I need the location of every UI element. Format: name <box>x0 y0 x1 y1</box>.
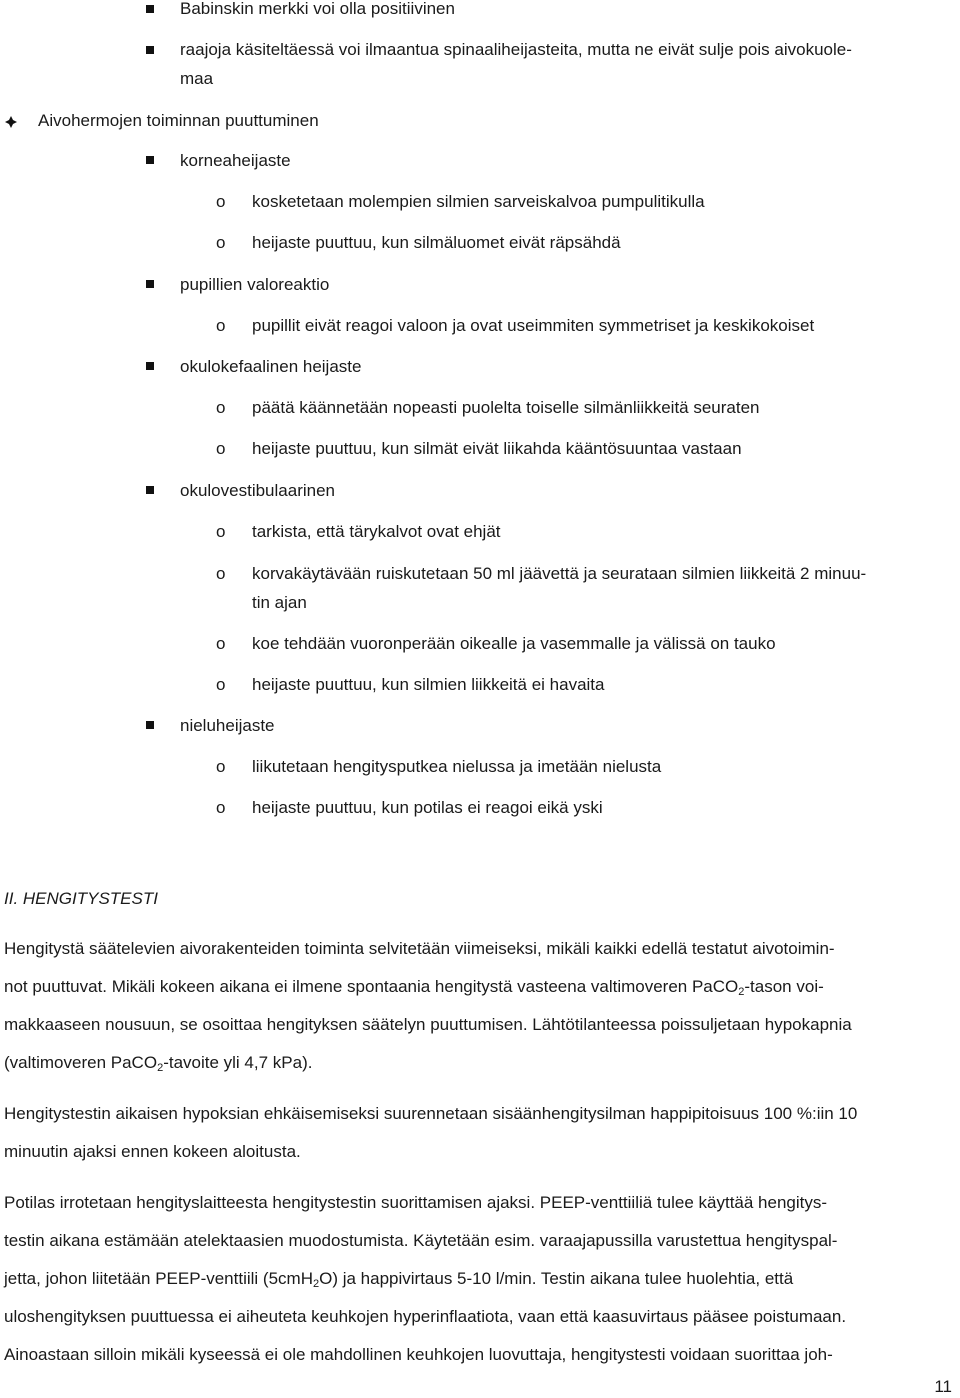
list-item-babinski: Babinskin merkki voi olla positiivinen <box>180 0 455 18</box>
list-item-nielu: nieluheijaste <box>180 716 275 735</box>
list-item-kornea-2: heijaste puuttuu, kun silmäluomet eivät räpsähdä <box>252 233 621 252</box>
subscript-2: 2 <box>312 1278 320 1290</box>
list-item-raajoja-cont: maa <box>180 69 214 88</box>
square-bullet-icon <box>146 486 154 494</box>
square-bullet-icon <box>146 156 154 164</box>
list-item-nielu-1: liikutetaan hengitysputkea nielussa ja imetään nielusta <box>252 757 662 776</box>
circle-bullet-icon: o <box>216 564 226 583</box>
subscript-2: 2 <box>157 1062 164 1074</box>
section-heading: II. HENGITYSTESTI <box>4 889 158 908</box>
circle-bullet-icon: o <box>216 233 226 252</box>
paragraph-2-line-1: Hengitystestin aikaisen hypoksian ehkäisemiseksi suurennetaan sisäänhengitysilman happipitoisuus 100 %:iin 10 <box>4 1104 858 1123</box>
circle-bullet-icon: o <box>216 757 226 776</box>
list-item-okulovest-1: tarkista, että tärykalvot ovat ehjät <box>252 522 501 541</box>
circle-bullet-icon: o <box>216 798 226 817</box>
list-item-okulovest-3: koe tehdään vuoronperään oikealle ja vasemmalle ja välissä on tauko <box>252 634 776 653</box>
list-item-raajoja: raajoja käsiteltäessä voi ilmaantua spinaaliheijasteita, mutta ne eivät sulje pois aivokuole- <box>180 40 852 59</box>
paragraph-3-line-4: uloshengityksen puuttuessa ei aiheuteta keuhkojen hyperinflaatiota, vaan että kaasuvirtaus pääsee poistumaan. <box>4 1307 847 1326</box>
list-item-nielu-2: heijaste puuttuu, kun potilas ei reagoi eikä yski <box>252 798 603 817</box>
paragraph-1-line-4-end: -tavoite yli 4,7 kPa). <box>163 1053 313 1072</box>
list-item-okulovest-2: korvakäytävään ruiskutetaan 50 ml jäävettä ja seurataan silmien liikkeitä 2 minuu- <box>252 564 867 583</box>
diamond-bullet-icon <box>4 115 18 129</box>
circle-bullet-icon: o <box>216 439 226 458</box>
square-bullet-icon <box>146 280 154 288</box>
list-item-pupillien-1: pupillit eivät reagoi valoon ja ovat useimmiten symmetriset ja keskikokoiset <box>252 316 815 335</box>
list-item-okulovest: okulovestibulaarinen <box>180 481 335 500</box>
paragraph-1-line-3: makkaaseen nousuun, se osoittaa hengityksen säätelyn puuttumisen. Lähtötilanteessa poissuljetaan hypokapnia <box>4 1015 852 1034</box>
circle-bullet-icon: o <box>216 398 226 417</box>
paragraph-1-line-2 <box>4 976 824 998</box>
list-item-okulokef-2: heijaste puuttuu, kun silmät eivät liikahda kääntösuuntaa vastaan <box>252 439 742 458</box>
paragraph-3-line-5: Ainoastaan silloin mikäli kyseessä ei ole mahdollinen keuhkojen luovuttaja, hengitystesti voidaan suorittaa joh- <box>4 1345 833 1364</box>
paragraph-2-line-2: minuutin ajaksi ennen kokeen aloitusta. <box>4 1142 301 1161</box>
square-bullet-icon <box>146 721 154 729</box>
circle-bullet-icon: o <box>216 192 226 211</box>
list-item-okulokef-1: päätä käännetään nopeasti puolelta toiselle silmänliikkeitä seuraten <box>252 398 760 417</box>
page-number: 11 <box>934 1377 952 1396</box>
circle-bullet-icon: o <box>216 316 226 335</box>
list-item-okulovest-2-cont: tin ajan <box>252 593 307 612</box>
paragraph-3-line-3 <box>4 1268 793 1290</box>
list-item-kornea: korneaheijaste <box>180 151 291 170</box>
paragraph-1-line-2-end: -tason voi- <box>744 977 824 996</box>
paragraph-1-line-4-text: (valtimoveren PaCO <box>4 1053 158 1072</box>
paragraph-3-line-1: Potilas irrotetaan hengityslaitteesta hengitystestin suorittamisen ajaksi. PEEP-venttiiliä tulee käyttää hengitys- <box>4 1193 828 1212</box>
list-item-okulovest-4: heijaste puuttuu, kun silmien liikkeitä ei havaita <box>252 675 605 694</box>
paragraph-1-line-1: Hengitystä säätelevien aivorakenteiden toiminta selvitetään viimeiseksi, mikäli kaikki edellä testatut aivotoimin- <box>4 939 835 958</box>
list-item-kornea-1: kosketetaan molempien silmien sarveiskalvoa pumpulitikulla <box>252 192 705 211</box>
circle-bullet-icon: o <box>216 634 226 653</box>
circle-bullet-icon: o <box>216 675 226 694</box>
square-bullet-icon <box>146 46 154 54</box>
paragraph-1-line-4 <box>4 1052 312 1074</box>
paragraph-3-line-3-end: O) ja happivirtaus 5-10 l/min. Testin aikana tulee huolehtia, että <box>319 1269 794 1288</box>
subscript-2: 2 <box>738 986 745 998</box>
paragraph-1-line-2-text: not puuttuvat. Mikäli kokeen aikana ei ilmene spontaania hengitystä vasteena valtimoveren PaCO <box>4 977 739 996</box>
paragraph-3-line-2: testin aikana estämään atelektaasien muodostumista. Käytetään esim. varaajapussilla varustettua hengityspal- <box>4 1231 838 1250</box>
paragraph-3-line-3-text: jetta, johon liitetään PEEP-venttiili (5cmH <box>4 1269 313 1288</box>
square-bullet-icon <box>146 362 154 370</box>
list-item-pupillien: pupillien valoreaktio <box>180 275 330 294</box>
list-item-okulokef: okulokefaalinen heijaste <box>180 357 362 376</box>
square-bullet-icon <box>146 5 154 13</box>
list-item-aivohermot: Aivohermojen toiminnan puuttuminen <box>38 111 319 130</box>
circle-bullet-icon: o <box>216 522 226 541</box>
